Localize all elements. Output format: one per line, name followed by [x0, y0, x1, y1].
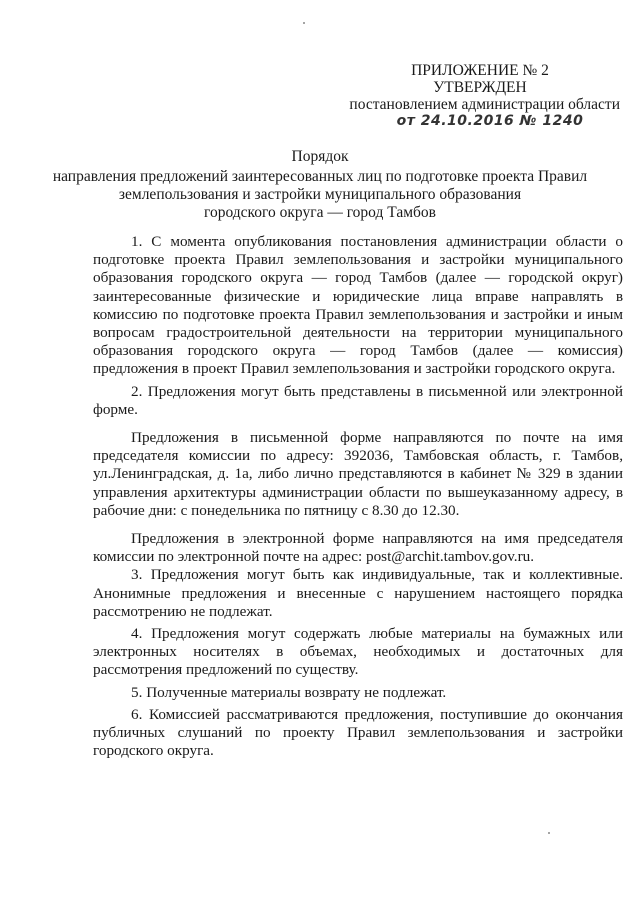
paragraph-3: 3. Предложения могут быть как индивидуальные, так и коллективные. Анонимные предложения и внесенные с нарушением настоящего порядка рассмотрению не подлежат. [93, 566, 623, 620]
handwritten-date-number: от 24.10.2016 № 1240 [396, 113, 584, 129]
title-line-3: городского округа — город Тамбов [204, 204, 436, 221]
paragraph-1: 1. С момента опубликования постановления администрации области о подготовке проекта Правил землепользования и застройки муниципального образования городского округа — город Тамбов (далее — городской округ) заинтересованные физические и юридические лица вправе направлять в комиссию по подготовке проекта Правил землепользования и застройки и иным вопросам градостроительной деятельности на территории муниципального образования городского округа — город Тамбов (далее — комиссия) предложения в проект Правил землепользования и застройки городского округа. [93, 233, 623, 378]
title-line-1: направления предложений заинтересованных лиц по подготовке проекта Правил [52, 168, 588, 185]
resolution-label: постановлением администрации области [349, 96, 620, 113]
appendix-label: ПРИЛОЖЕНИЕ № 2 [411, 62, 549, 79]
document-title [30, 148, 610, 222]
paragraph-5: 5. Полученные материалы возврату не подлежат. [131, 683, 447, 701]
scan-speck [303, 22, 305, 24]
paragraph-2: 2. Предложения могут быть представлены в письменной или электронной форме. [93, 382, 623, 418]
title-line-2: землепользования и застройки муниципального образования [118, 186, 522, 203]
title-heading: Порядок [291, 148, 349, 165]
approval-header [340, 62, 620, 130]
paragraph-2-electronic: Предложения в электронной форме направляются на имя председателя комиссии по электронной почте на адрес: post@archit.tambov.gov.ru. [93, 530, 623, 566]
paragraph-2-written: Предложения в письменной форме направляются по почте на имя председателя комиссии по адресу: 392036, Тамбовская область, г. Тамбов, ул.Ленинградская, д. 1а, либо лично представляются в кабинет № 329 в здании управления архитектуры администрации области по вышеуказанному адресу, в рабочие дни: с понедельника по пятницу с 8.30 до 12.30. [93, 429, 623, 519]
document-body [93, 233, 623, 760]
approved-label: УТВЕРЖДЕН [433, 79, 527, 96]
paragraph-4: 4. Предложения могут содержать любые материалы на бумажных или электронных носителях в объемах, необходимых и достаточных для рассмотрения предложений по существу. [93, 625, 623, 679]
paragraph-6: 6. Комиссией рассматриваются предложения, поступившие до окончания публичных слушаний по проекту Правил землепользования и застройки городского округа. [93, 705, 623, 760]
scan-speck [548, 832, 550, 834]
